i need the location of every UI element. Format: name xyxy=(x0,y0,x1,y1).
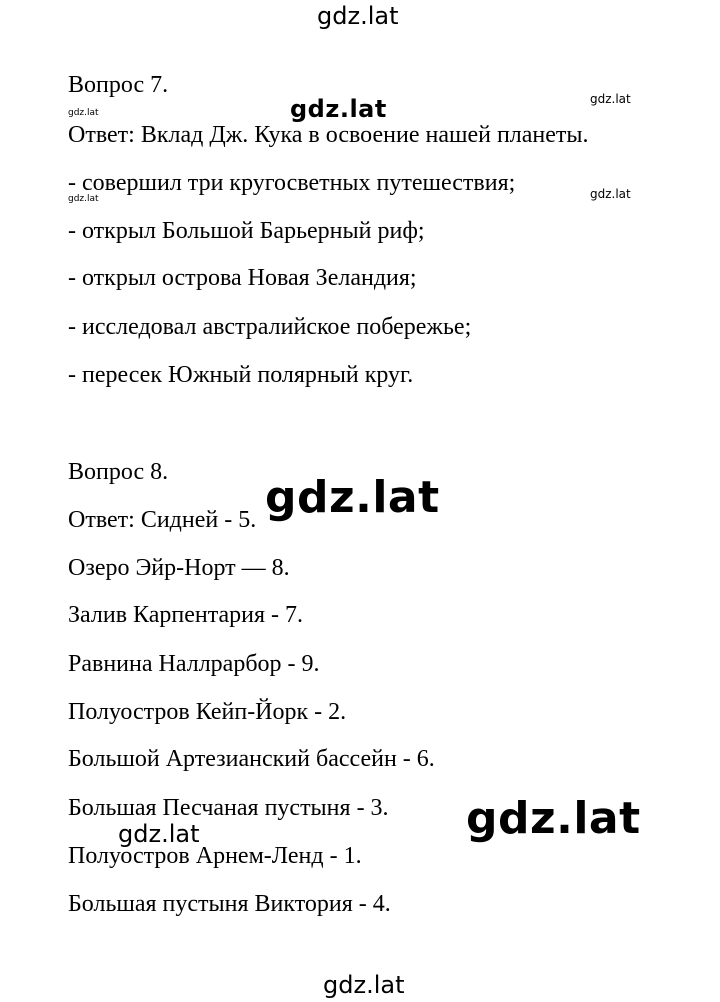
answer-7-line-4: - открыл острова Новая Зеландия; xyxy=(68,265,417,291)
answer-8-line-4: Равнина Наллрарбор - 9. xyxy=(68,651,320,677)
header-watermark: gdz.lat xyxy=(317,2,399,30)
answer-8-line-6: Большой Артезианский бассейн - 6. xyxy=(68,746,435,772)
answer-8-line-3: Залив Карпентария - 7. xyxy=(68,602,304,628)
question-8-heading: Вопрос 8. xyxy=(68,459,169,485)
answer-7-line-5: - исследовал австралийское побережье; xyxy=(68,314,472,340)
small-watermark-2: gdz.lat xyxy=(590,187,631,201)
tiny-watermark-1: gdz.lat xyxy=(68,108,99,118)
title-watermark: gdz.lat xyxy=(290,95,387,123)
answer-8-line-9: Большая пустыня Виктория - 4. xyxy=(68,891,391,917)
answer-7-line-6: - пересек Южный полярный круг. xyxy=(68,362,414,388)
answer-8-line-1: Ответ: Сидней - 5. xyxy=(68,507,257,533)
question-7-heading: Вопрос 7. xyxy=(68,72,169,98)
answer-8-line-2: Озеро Эйр-Норт — 8. xyxy=(68,555,290,581)
answer-7-line-2: - совершил три кругосветных путешествия; xyxy=(68,170,516,196)
answer-8-line-5: Полуостров Кейп-Йорк - 2. xyxy=(68,699,347,725)
medium-left-watermark: gdz.lat xyxy=(118,820,200,848)
big-right-watermark: gdz.lat xyxy=(466,793,641,844)
footer-watermark: gdz.lat xyxy=(323,971,405,999)
answer-8-line-8: Полуостров Арнем-Ленд - 1. xyxy=(68,843,362,869)
answer-7-line-3: - открыл Большой Барьерный риф; xyxy=(68,218,425,244)
answer-7-line-1: Ответ: Вклад Дж. Кука в освоение нашей планеты. xyxy=(68,122,589,148)
answer-8-line-7: Большая Песчаная пустыня - 3. xyxy=(68,795,389,821)
small-watermark-1: gdz.lat xyxy=(590,92,631,106)
big-center-watermark: gdz.lat xyxy=(265,472,440,523)
tiny-watermark-2: gdz.lat xyxy=(68,194,99,204)
